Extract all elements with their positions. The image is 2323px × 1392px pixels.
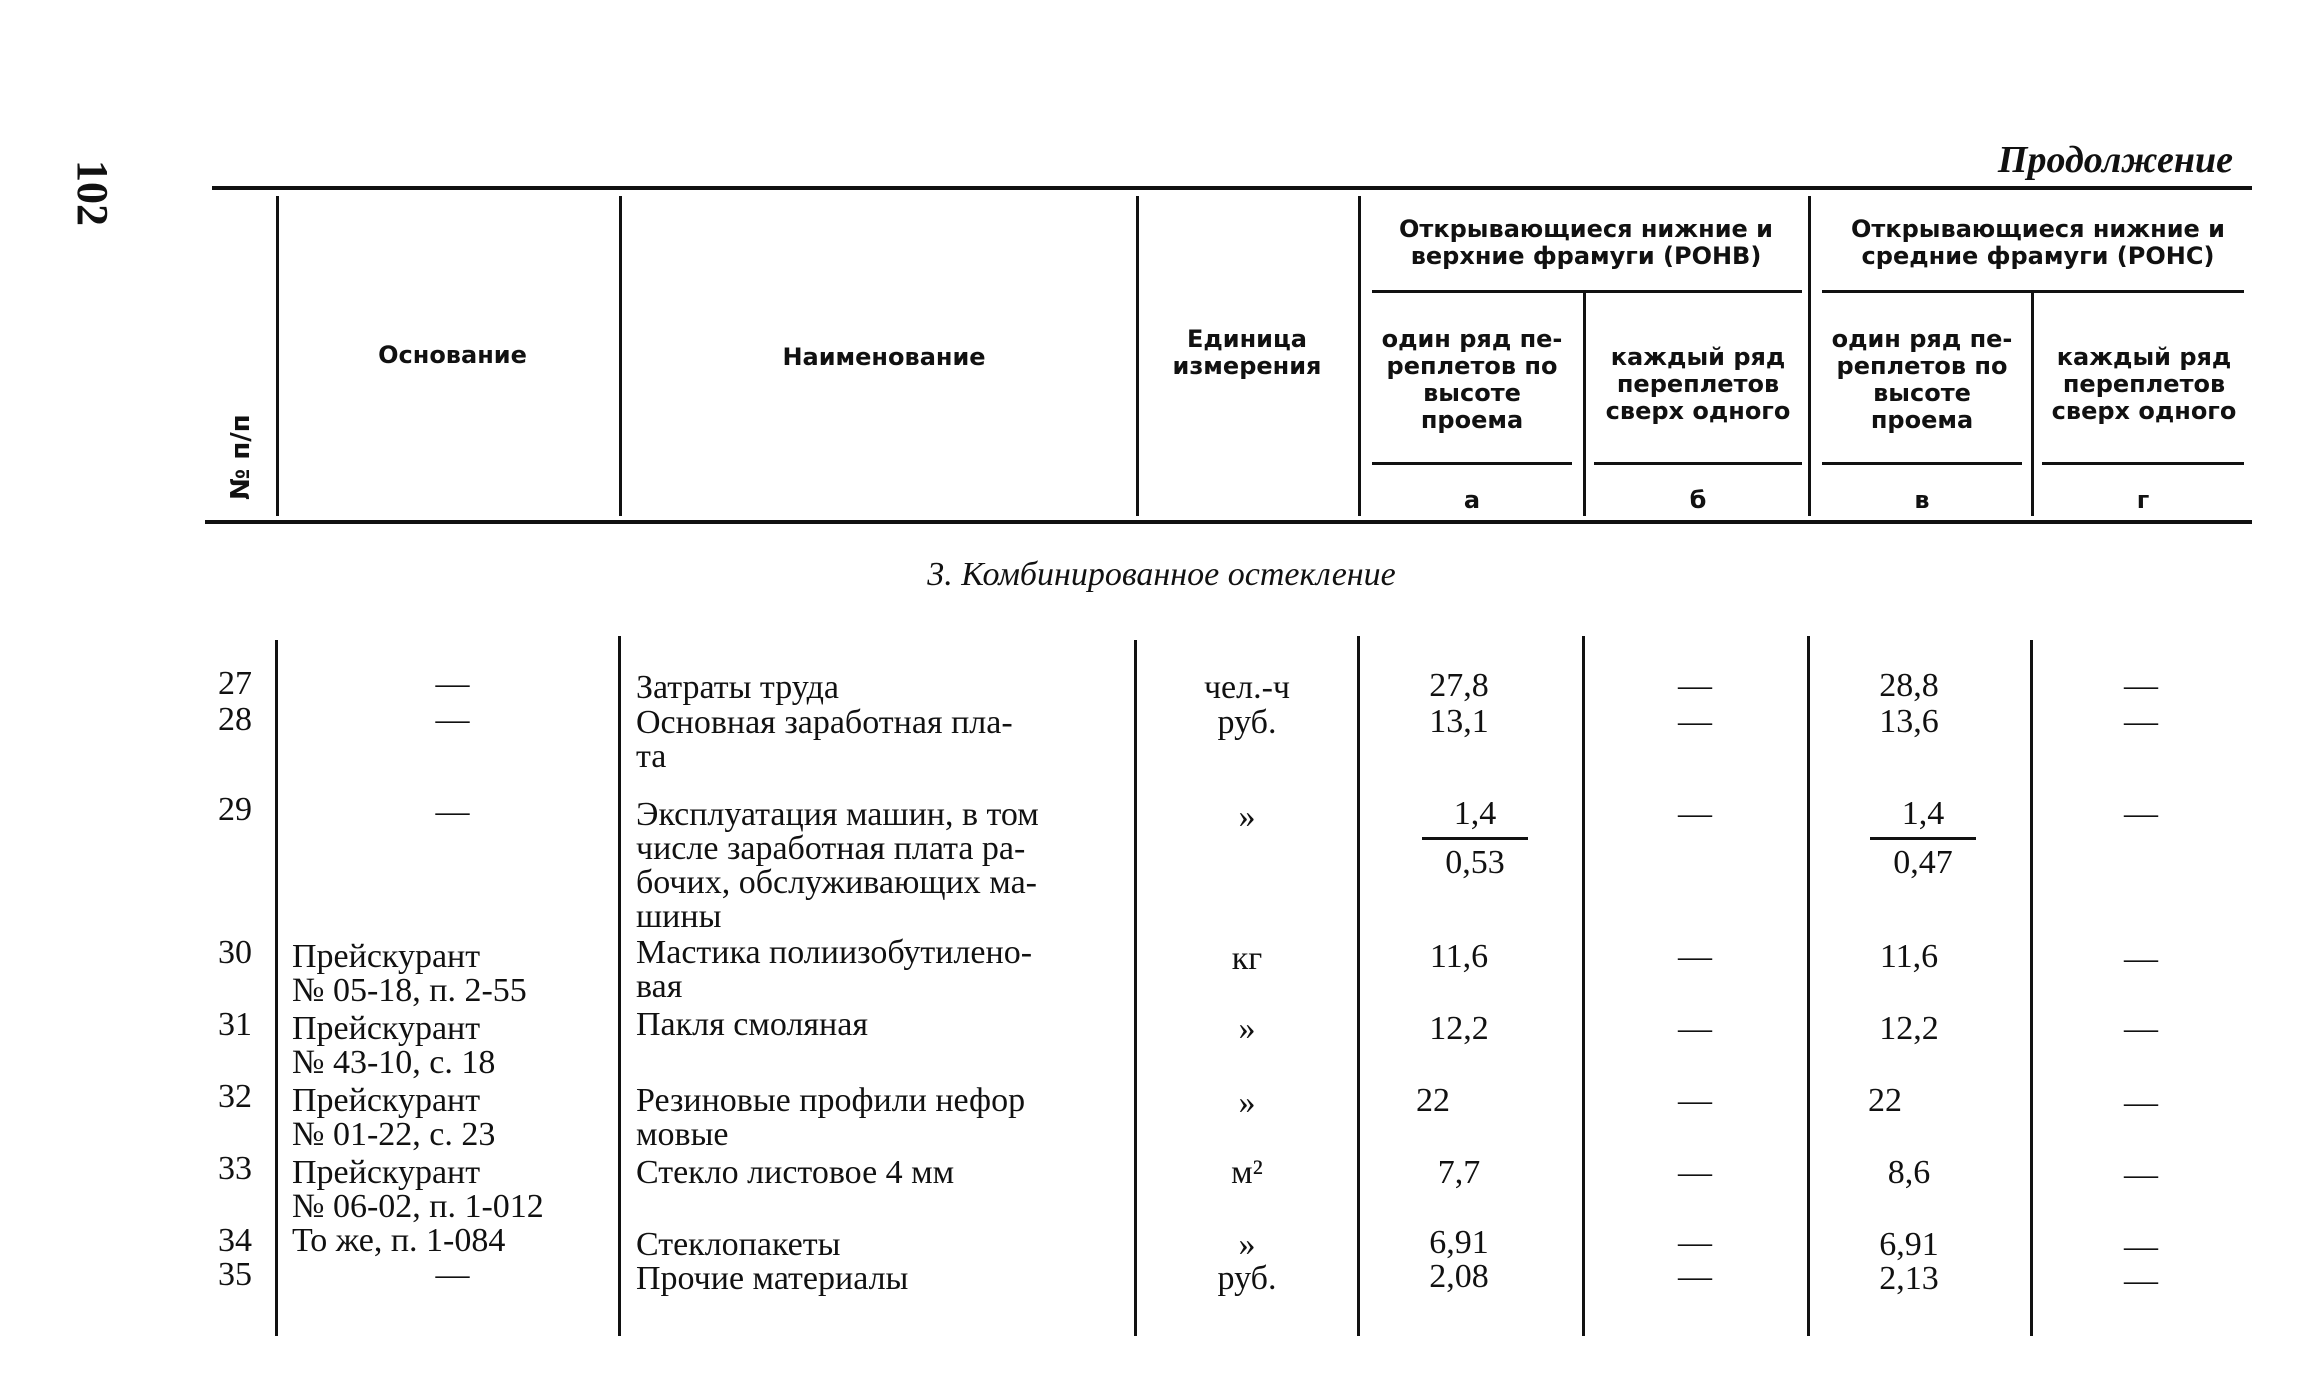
page-number: 102 [68,160,117,226]
value-a: 13,1 [1429,703,1489,740]
header-col-divider [1808,196,1811,516]
row-number: 33 [218,1150,252,1187]
row-name: Мастика полиизобутилено- вая [636,934,1033,1005]
group-rule [1822,290,2244,293]
letter-g: г [2136,486,2150,514]
value-v: 22 [1868,1082,1902,1119]
value-g: — [2124,795,2158,832]
value-g: — [2124,940,2158,977]
body-col-divider [275,640,278,1336]
header-group-rons: Открывающиеся нижние и средние фрамуги (РОНС) [1851,215,2225,270]
row-number: 34 [218,1222,252,1259]
value-v: 13,6 [1879,703,1939,740]
fraction-numerator: 1,4 [1453,795,1497,832]
header-col-divider [1583,290,1586,516]
row-name: Резиновые профили нефор мовые [636,1082,1026,1153]
letter-b: б [1689,486,1707,514]
value-v: 11,6 [1879,938,1939,975]
row-unit: » [1238,1226,1256,1263]
value-b: — [1678,1010,1712,1047]
row-number: 32 [218,1078,252,1115]
body-col-divider [618,636,621,1336]
value-g: — [2124,667,2158,704]
row-number: 29 [218,791,252,828]
row-unit: чел.-ч [1203,669,1291,706]
letter-rule [1372,462,1572,465]
value-g: — [2124,1156,2158,1193]
fraction-bar [1870,837,1976,840]
row-name: Стеклопакеты [636,1226,841,1263]
row-number: 31 [218,1006,252,1043]
value-b: — [1678,1224,1712,1261]
value-a: 12,2 [1429,1010,1489,1047]
value-g: — [2124,1010,2158,1047]
row-unit: кг [1231,940,1263,977]
row-name: Основная заработная пла- та [636,704,1013,775]
header-unit: Единица измерения [1172,325,1322,380]
letter-v: в [1914,486,1930,514]
value-a: 22 [1416,1082,1450,1119]
row-number: 35 [218,1256,252,1293]
value-g: — [2124,1228,2158,1265]
fraction-numerator: 1,4 [1901,795,1945,832]
header-col-a-title: один ряд пе- реплетов по высоте проема [1381,325,1563,434]
value-g: — [2124,1084,2158,1121]
header-col-g-title: каждый ряд переплетов сверх одного [2051,343,2237,425]
continuation-label: Продолжение [1997,139,2233,181]
row-unit: м² [1231,1154,1263,1191]
body-col-divider [1134,640,1137,1336]
letter-rule [1594,462,1802,465]
row-name: Стекло листовое 4 мм [636,1154,955,1191]
row-number: 27 [218,665,252,702]
fraction-bar [1422,837,1528,840]
row-basis: Прейскурант № 01-22, с. 23 [292,1082,496,1153]
header-col-v-title: один ряд пе- реплетов по высоте проема [1831,325,2013,434]
value-v: 6,91 [1879,1226,1939,1263]
row-unit: » [1238,1084,1256,1121]
row-basis: Прейскурант № 43-10, с. 18 [292,1010,496,1081]
row-unit: руб. [1217,704,1277,741]
value-b: — [1678,1258,1712,1295]
value-g: — [2124,1262,2158,1299]
value-b: — [1678,795,1712,832]
body-col-divider [1357,636,1360,1336]
fraction-denominator: 0,47 [1893,844,1953,881]
value-b: — [1678,938,1712,975]
header-col-divider [1358,196,1361,516]
value-b: — [1678,1082,1712,1119]
value-g: — [2124,703,2158,740]
row-name: Эксплуатация машин, в том числе заработная плата ра- бочих, обслуживающих ма- шины [636,796,1039,935]
header-bottom-rule [205,520,2252,524]
letter-a: а [1463,486,1481,514]
row-number: 28 [218,701,252,738]
fraction-a [1410,795,1540,882]
body-col-divider [2030,640,2033,1336]
header-top-rule [212,186,2252,190]
row-basis: — [435,793,470,830]
header-col-divider [276,196,279,516]
letter-rule [2042,462,2244,465]
header-col-divider [619,196,622,516]
row-basis: То же, п. 1-084 [292,1222,506,1259]
header-basis: Основание [378,341,527,369]
value-a: 2,08 [1429,1258,1489,1295]
row-basis: Прейскурант № 05-18, п. 2-55 [292,938,527,1009]
row-unit: » [1238,1010,1256,1047]
fraction-v [1858,795,1988,882]
row-basis: — [435,665,470,702]
header-group-ronv: Открывающиеся нижние и верхние фрамуги (РОНВ) [1399,215,1773,270]
value-v: 12,2 [1879,1010,1939,1047]
header-np: № п/п [226,414,256,500]
value-a: 27,8 [1429,667,1489,704]
value-a: 7,7 [1437,1154,1481,1191]
body-col-divider [1582,636,1585,1336]
row-unit: руб. [1217,1260,1277,1297]
group-rule [1372,290,1802,293]
header-col-b-title: каждый ряд переплетов сверх одного [1605,343,1791,425]
fraction-denominator: 0,53 [1445,844,1505,881]
body-col-divider [1807,636,1810,1336]
row-name: Прочие материалы [636,1260,909,1297]
header-col-divider [2031,290,2034,516]
value-a: 11,6 [1429,938,1489,975]
section-title: 3. Комбинированное остекление [927,556,1396,593]
row-number: 30 [218,934,252,971]
value-v: 28,8 [1879,667,1939,704]
value-b: — [1678,667,1712,704]
value-v: 8,6 [1887,1154,1931,1191]
row-name: Пакля смоляная [636,1006,868,1043]
value-a: 6,91 [1429,1224,1489,1261]
letter-rule [1822,462,2022,465]
value-b: — [1678,703,1712,740]
row-basis: — [435,701,470,738]
row-basis: — [435,1256,470,1293]
row-name: Затраты труда [636,669,840,706]
row-unit: » [1238,798,1256,835]
header-name: Наименование [782,343,986,371]
value-b: — [1678,1154,1712,1191]
header-col-divider [1136,196,1139,516]
row-basis: Прейскурант № 06-02, п. 1-012 [292,1154,544,1225]
value-v: 2,13 [1879,1260,1939,1297]
